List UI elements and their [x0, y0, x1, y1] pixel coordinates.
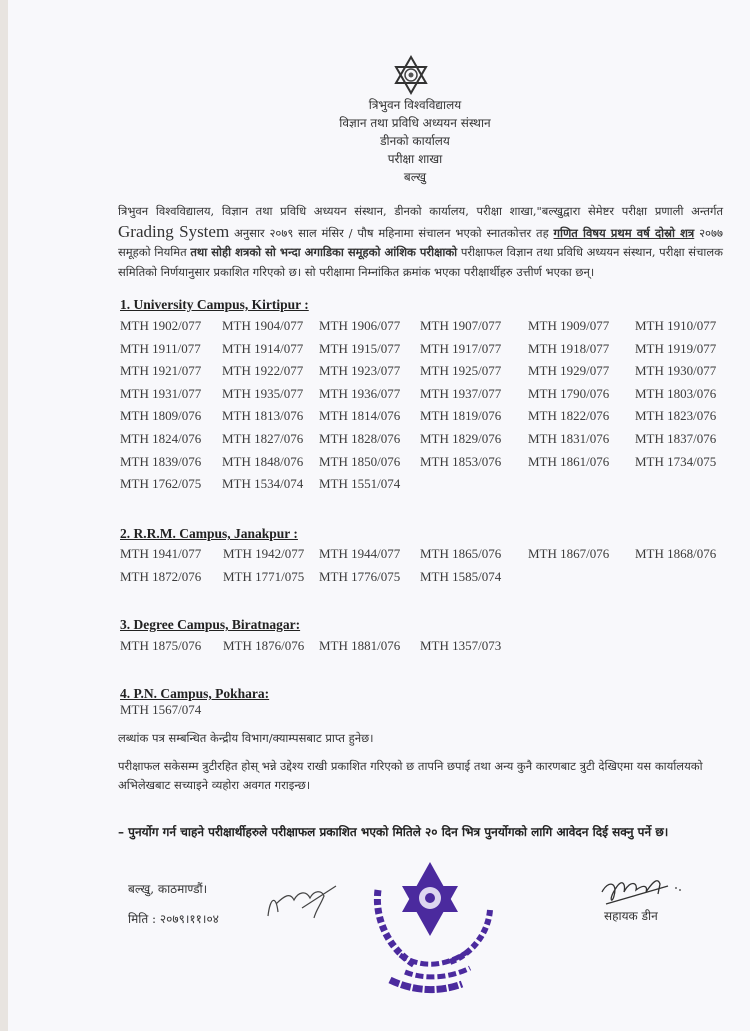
- symbol-number: MTH 1930/077: [635, 363, 717, 379]
- symbol-number: MTH 1925/077: [420, 363, 502, 379]
- signature-left: [262, 878, 342, 928]
- symbol-number: MTH 1551/074: [319, 476, 401, 492]
- symbol-row: [120, 363, 725, 386]
- symbol-number: MTH 1790/076: [528, 385, 610, 401]
- grading-system-label: Grading System: [118, 221, 230, 241]
- symbol-number: MTH 1771/075: [223, 568, 305, 584]
- symbol-number: MTH 1921/077: [120, 363, 202, 379]
- symbol-number: MTH 1917/077: [420, 340, 502, 356]
- intro-text-1: त्रिभुवन विश्वविद्यालय, विज्ञान तथा प्रविधि अध्ययन संस्थान, डीनको कार्यालय, परीक्षा शाखा,"बल्खुद्वारा सेमेष्टर परीक्षा प्रणाली अन्तर्गत: [118, 204, 723, 218]
- symbol-number: MTH 1803/076: [635, 385, 717, 401]
- intro-bold-text: तथा सोही शत्रको सो भन्दा अगाडिका समूहको आंशिक परीक्षाको: [190, 245, 458, 259]
- symbol-number: MTH 1909/077: [528, 318, 610, 333]
- symbol-number: MTH 1872/076: [120, 568, 202, 584]
- intro-text-2: अनुसार २०७९ साल मंसिर / पौष महिनामा संचालन भएको स्नातकोत्तर तह: [229, 225, 554, 240]
- symbol-number: MTH 1904/077: [222, 318, 304, 333]
- symbol-number: MTH 1868/076: [635, 546, 717, 561]
- symbol-list-janakpur: [120, 546, 725, 591]
- symbol-number: MTH 1839/076: [120, 453, 202, 469]
- campus-title-biratnagar: 3. Degree Campus, Biratnagar:: [120, 617, 301, 632]
- symbol-row: [120, 431, 725, 454]
- symbol-number: MTH 1875/076: [120, 638, 202, 653]
- symbol-number: MTH 1918/077: [528, 340, 610, 356]
- intro-text-3: २०७७ समूहको नियमित: [118, 225, 723, 259]
- header-office: डीनको कार्यालय: [380, 134, 450, 148]
- symbol-number: MTH 1881/076: [319, 638, 401, 653]
- symbol-row: [120, 341, 725, 364]
- symbol-number: MTH 1776/075: [319, 568, 401, 584]
- symbol-row: [120, 454, 725, 477]
- symbol-number: MTH 1823/076: [635, 408, 717, 424]
- symbol-number: MTH 1829/076: [420, 430, 502, 446]
- symbol-row: [120, 476, 725, 499]
- symbol-number: MTH 1935/077: [222, 385, 304, 401]
- symbol-number: MTH 1853/076: [420, 453, 502, 469]
- symbol-number: MTH 1824/076: [120, 430, 202, 446]
- intro-text-4: परीक्षाफल विज्ञान तथा प्रविधि अध्ययन संस्थान, परीक्षा संचालक समितिको निर्णयानुसार प्रकाशित गरिएको छ। सो परीक्षामा निम्नांकित क्रमांक भएका परीक्षार्थीहरु उत्तीर्ण भएका छन्।: [118, 245, 723, 279]
- symbol-number: MTH 1929/077: [528, 363, 610, 379]
- symbol-row: [120, 546, 725, 569]
- symbol-number: MTH 1827/076: [222, 430, 304, 446]
- symbol-row: [120, 318, 725, 341]
- symbol-list-kirtipur: [120, 318, 725, 499]
- symbol-number: MTH 1937/077: [420, 385, 502, 401]
- symbol-list-biratnagar: [120, 638, 528, 661]
- symbol-number: MTH 1944/077: [319, 546, 401, 561]
- symbol-number: MTH 1931/077: [120, 385, 202, 401]
- symbol-number: MTH 1861/076: [528, 453, 610, 469]
- retotaling-note: – पुनर्योग गर्न चाहने परीक्षार्थीहरुले परीक्षाफल प्रकाशित भएको मितिले २० दिन भित्र पुनर्योगको लागि आवेदन दिई सक्नु पर्ने छ।: [118, 825, 669, 839]
- signature-right: [598, 870, 688, 910]
- header-institute: विज्ञान तथा प्रविधि अध्ययन संस्थान: [339, 116, 491, 130]
- symbol-number: MTH 1914/077: [222, 340, 304, 356]
- symbol-number: MTH 1936/077: [319, 385, 401, 401]
- errata-note: परीक्षाफल सकेसम्म त्रुटीरहित होस् भन्ने उद्देश्य राखी प्रकाशित गरिएको छ तापनि छपाई तथा अन्य कुनै कारणबाट त्रुटी देखिएमा यस कार्यालयको अभिलेखबाट सच्याइने व्यहोरा अवगत गराइन्छ।: [118, 759, 703, 792]
- symbol-row: [120, 386, 725, 409]
- header-place: बल्खु: [403, 170, 427, 184]
- symbol-row: [120, 569, 725, 592]
- header-university: त्रिभुवन विश्वविद्यालय: [368, 98, 462, 112]
- symbol-number: MTH 1819/076: [420, 408, 502, 424]
- symbol-number: MTH 1585/074: [420, 568, 502, 584]
- signatory-title: सहायक डीन: [604, 909, 658, 923]
- symbol-number: MTH 1910/077: [635, 318, 717, 333]
- symbol-number: MTH 1814/076: [319, 408, 401, 424]
- symbol-number: MTH 1907/077: [420, 318, 502, 333]
- symbol-number: MTH 1867/076: [528, 546, 610, 561]
- symbol-row: [120, 702, 222, 725]
- symbol-number: MTH 1941/077: [120, 546, 202, 561]
- intro-paragraph: [118, 202, 723, 282]
- intro-program-underlined: गणित विषय प्रथम वर्ष दोस्रो शत्र: [553, 225, 695, 240]
- symbol-number: MTH 1906/077: [319, 318, 401, 333]
- symbol-row: [120, 638, 528, 661]
- symbol-number: MTH 1923/077: [319, 363, 401, 379]
- symbol-number: MTH 1828/076: [319, 430, 401, 446]
- header-section: परीक्षा शाखा: [387, 152, 443, 166]
- campus-title-janakpur: 2. R.R.M. Campus, Janakpur :: [120, 526, 298, 541]
- symbol-number: MTH 1534/074: [222, 476, 304, 492]
- symbol-number: MTH 1813/076: [222, 408, 304, 424]
- symbol-number: MTH 1848/076: [222, 453, 304, 469]
- symbol-number: MTH 1919/077: [635, 340, 717, 356]
- symbol-number: MTH 1876/076: [223, 638, 305, 653]
- office-stamp: [370, 850, 495, 1000]
- symbol-number: MTH 1850/076: [319, 453, 401, 469]
- symbol-row: [120, 408, 725, 431]
- university-emblem-icon: [393, 55, 429, 95]
- symbol-number: MTH 1865/076: [420, 546, 502, 561]
- symbol-list-pokhara: [120, 702, 222, 725]
- symbol-number: MTH 1922/077: [222, 363, 304, 379]
- marksheet-note: लब्धांक पत्र सम्बन्धित केन्द्रीय विभाग/क्याम्पसबाट प्राप्त हुनेछ।: [118, 731, 374, 745]
- footer-place: बल्खु, काठमाण्डौं।: [128, 882, 208, 896]
- footer-date: मिति : २०७९।११।०४: [128, 912, 219, 926]
- symbol-number: MTH 1357/073: [420, 638, 502, 653]
- campus-title-pokhara: 4. P.N. Campus, Pokhara:: [120, 686, 270, 701]
- symbol-number: MTH 1915/077: [319, 340, 401, 356]
- symbol-number: MTH 1902/077: [120, 318, 202, 333]
- symbol-number: MTH 1762/075: [120, 476, 202, 492]
- symbol-number: MTH 1837/076: [635, 430, 717, 446]
- symbol-number: MTH 1831/076: [528, 430, 610, 446]
- symbol-number: MTH 1822/076: [528, 408, 610, 424]
- symbol-number: MTH 1911/077: [120, 340, 201, 356]
- campus-title-kirtipur: 1. University Campus, Kirtipur :: [120, 297, 309, 312]
- symbol-number: MTH 1567/074: [120, 702, 202, 717]
- symbol-number: MTH 1809/076: [120, 408, 202, 424]
- symbol-number: MTH 1942/077: [223, 546, 305, 561]
- symbol-number: MTH 1734/075: [635, 453, 717, 469]
